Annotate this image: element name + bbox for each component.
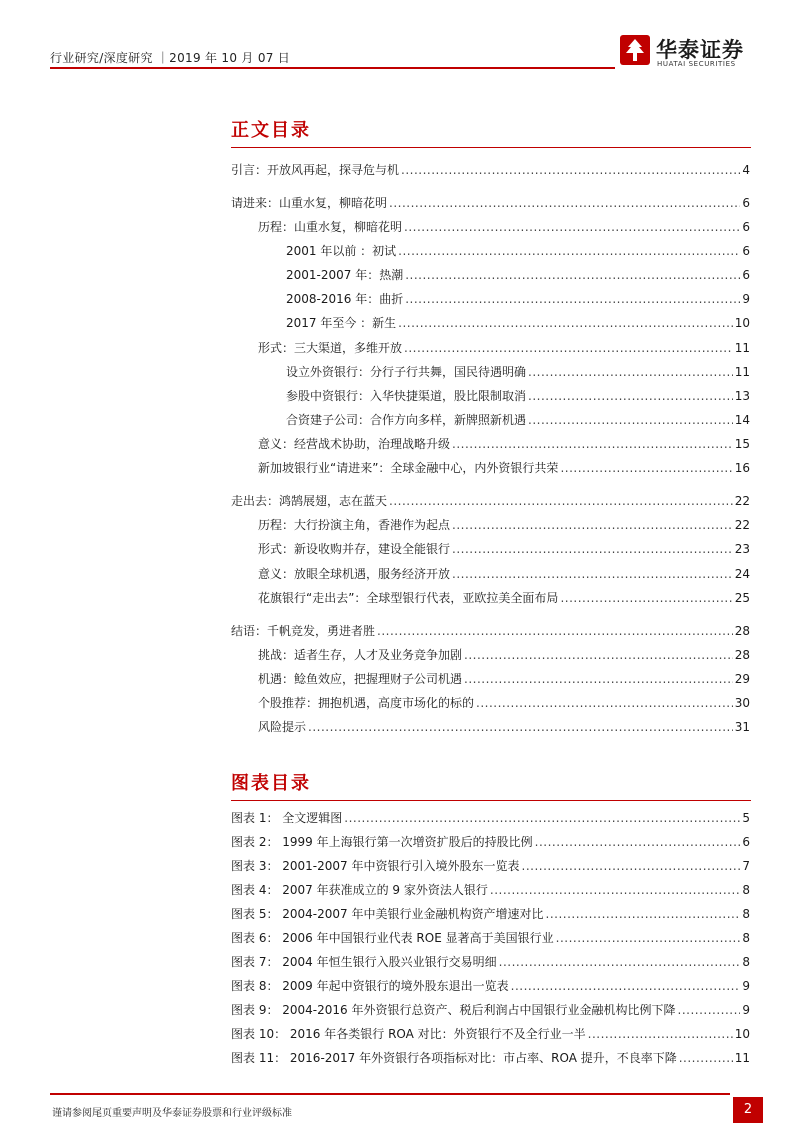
toc-entry[interactable]: 意义：放眼全球机遇，服务经济开放 ..... 24 [258, 565, 750, 583]
footer-disclaimer: 谨请参阅尾页重要声明及华泰证券股票和行业评级标准 [52, 1108, 292, 1119]
toc-entry[interactable]: 个股推荐：拥抱机遇，高度市场化的标的 ..... 30 [258, 694, 750, 712]
header-breadcrumb: 行业研究/深度研究 ｜2019 年 10 月 07 日 [50, 51, 291, 65]
figure-entry[interactable]: 图表 5： 2004-2007 年中美银行业金融机构资产增速对比 ..... 8 [231, 905, 750, 923]
toc-entry[interactable]: 新加坡银行业“请进来”：全球金融中心，内外资银行共荣 ..... 16 [258, 459, 750, 477]
page-header [0, 0, 800, 80]
toc-entry[interactable]: 设立外资银行：分行子行共舞，国民待遇明确 ..... 11 [286, 363, 750, 381]
logo-chinese-text: 华泰证券 [656, 38, 744, 62]
toc-entry[interactable]: 历程：大行扮演主角，香港作为起点 ..... 22 [258, 516, 750, 534]
figures-title-rule [231, 800, 751, 801]
toc-entry[interactable]: 风险提示 ..... 31 [258, 718, 750, 736]
toc-entry[interactable]: 2001 年以前 ：初试 ..... 6 [286, 242, 750, 260]
huatai-logo [620, 33, 770, 73]
toc-entry[interactable]: 引言：开放风再起，探寻危与机 ..... 4 [231, 161, 750, 179]
toc-entry[interactable]: 形式：三大渠道，多维开放 ..... 11 [258, 339, 750, 357]
figure-entry[interactable]: 图表 2： 1999 年上海银行第一次增资扩股后的持股比例 ..... 6 [231, 833, 750, 851]
toc-entry[interactable]: 请进来：山重水复，柳暗花明 ..... 6 [231, 194, 750, 212]
toc-entry[interactable]: 意义：经营战术协助，治理战略升级 ..... 15 [258, 435, 750, 453]
figure-entry[interactable]: 图表 11： 2016-2017 年外资银行各项指标对比：市占率、ROA 提升，不良率下降 ..... 11 [231, 1049, 750, 1067]
toc-entry[interactable]: 机遇：鲶鱼效应，把握理财子公司机遇 ..... 29 [258, 670, 750, 688]
figure-entry[interactable]: 图表 9： 2004-2016 年外资银行总资产、税后利润占中国银行业金融机构比例下降 ..... 9 [231, 1001, 750, 1019]
header-divider [50, 67, 615, 69]
toc-entry[interactable]: 2001-2007 年：热潮 ..... 6 [286, 266, 750, 284]
toc-entry[interactable]: 参股中资银行：入华快捷渠道，股比限制取消 ..... 13 [286, 387, 750, 405]
figure-entry[interactable]: 图表 6： 2006 年中国银行业代表 ROE 显著高于美国银行业 ..... 8 [231, 929, 750, 947]
toc-entry[interactable]: 形式：新设收购并存，建设全能银行 ..... 23 [258, 540, 750, 558]
toc-entry[interactable]: 历程：山重水复，柳暗花明 ..... 6 [258, 218, 750, 236]
figure-entry[interactable]: 图表 7： 2004 年恒生银行入股兴业银行交易明细 ..... 8 [231, 953, 750, 971]
figure-entry[interactable]: 图表 4： 2007 年获准成立的 9 家外资法人银行 ..... 8 [231, 881, 750, 899]
toc-entry[interactable]: 2008-2016 年：曲折 ..... 9 [286, 290, 750, 308]
logo-english-text: HUATAI SECURITIES [657, 60, 736, 68]
figures-title: 图表目录 [231, 773, 311, 794]
toc-entry[interactable]: 挑战：适者生存，人才及业务竞争加剧 ..... 28 [258, 646, 750, 664]
figure-entry[interactable]: 图表 8： 2009 年起中资银行的境外股东退出一览表 ..... 9 [231, 977, 750, 995]
page-number: 2 [733, 1097, 763, 1123]
figure-entry[interactable]: 图表 3： 2001-2007 年中资银行引入境外股东一览表 ..... 7 [231, 857, 750, 875]
toc-entry[interactable]: 结语：千帆竞发，勇进者胜 ..... 28 [231, 622, 750, 640]
toc-title: 正文目录 [231, 120, 311, 141]
footer-divider [50, 1093, 730, 1095]
toc-entry[interactable]: 走出去：鸿鹄展翅，志在蓝天 ..... 22 [231, 492, 750, 510]
figure-entry[interactable]: 图表 10： 2016 年各类银行 ROA 对比：外资银行不及全行业一半 ..... 10 [231, 1025, 750, 1043]
toc-entry[interactable]: 合资建子公司：合作方向多样，新牌照新机遇 ..... 14 [286, 411, 750, 429]
toc-title-rule [231, 147, 751, 148]
huatai-logo-icon [620, 35, 650, 65]
toc-entry[interactable]: 花旗银行“走出去”：全球型银行代表，亚欧拉美全面布局 ..... 25 [258, 589, 750, 607]
toc-entry[interactable]: 2017 年至今 ：新生 ..... 10 [286, 314, 750, 332]
figure-entry[interactable]: 图表 1： 全文逻辑图 ..... 5 [231, 809, 750, 827]
